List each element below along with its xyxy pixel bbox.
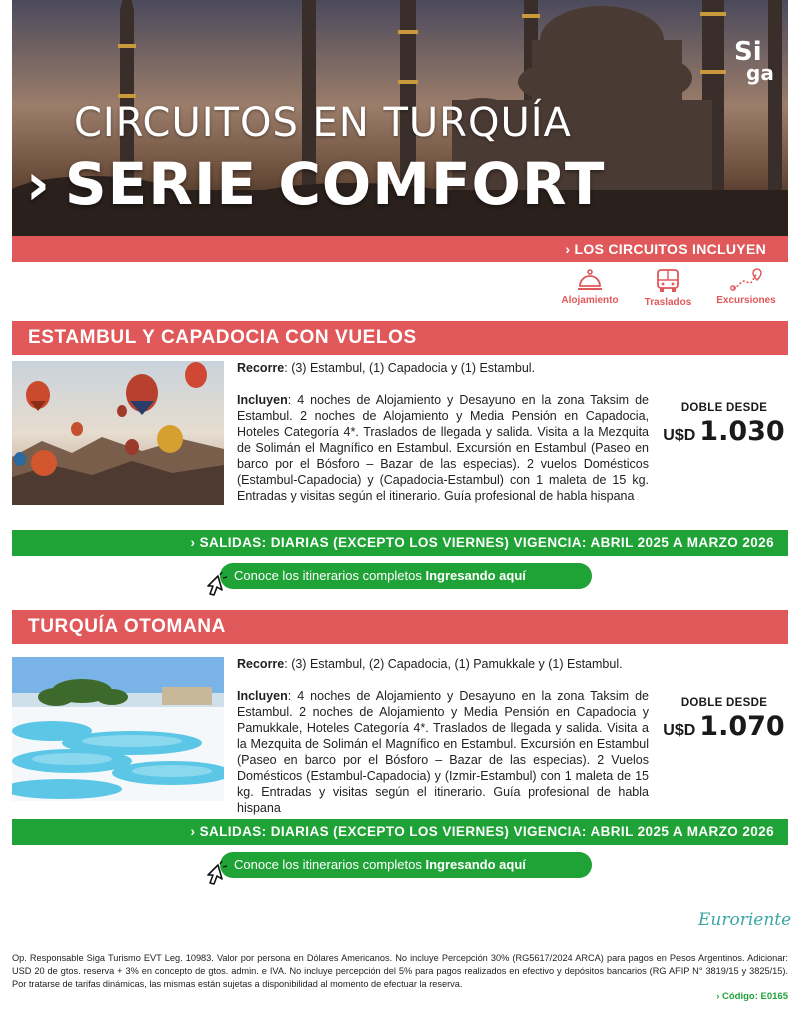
tour-1-price	[654, 402, 794, 447]
includes-text: : 4 noches de Alojamiento y Desayuno en la zona Taksim de Estambul. 2 noches de Alojamiento y Media Pensión en Capadocia, Hoteles Categoría 4*. Traslados de llegada y salida. Visita a la Mezquita de Solimán el Magnífico en Estambul. Excursión en Estambul (Paseo en barco por el Bósforo – Bazar de las especias). 2 vuelos Domésticos (Estambul-Capadocia) y (Capadocia-Estambul) con 1 maleta de 15 kg. Entradas y visitas según el itinerario. Guía profesional de habla hispana	[237, 393, 649, 503]
hot-air-balloons-photo	[12, 361, 224, 505]
tour-2-description	[237, 656, 649, 816]
route-pin-icon	[729, 268, 763, 292]
euroriente-wordmark: Euroriente	[698, 910, 792, 930]
tour-2-title: TURQUÍA OTOMANA	[12, 610, 788, 644]
bus-icon	[655, 268, 681, 294]
hero-kicker: CIRCUITOS EN TURQUÍA	[74, 100, 572, 146]
tour-1-title: ESTAMBUL Y CAPADOCIA CON VUELOS	[12, 321, 788, 355]
tour-1-itinerary-link[interactable]	[220, 563, 592, 589]
euroriente-logo	[698, 910, 790, 944]
route-label: Recorre	[237, 657, 285, 671]
tour-2-includes	[237, 688, 649, 816]
siga-logo-line1: Si	[734, 37, 762, 67]
tour-1-departures: › SALIDAS: DIARIAS (EXCEPTO LOS VIERNES) VIGENCIA: ABRIL 2025 A MARZO 2026	[12, 530, 788, 556]
price-label: DOBLE DESDE	[680, 402, 768, 414]
chevron-right-icon: ›	[26, 150, 51, 218]
includes-label: Incluyen	[237, 393, 288, 407]
cursor-click-icon	[204, 861, 230, 887]
price-currency: U$D	[663, 722, 696, 739]
siga-logo	[734, 37, 774, 88]
includes-text: : 4 noches de Alojamiento y Desayuno en la zona Taksim de Estambul. 2 noches de Alojamiento y Media Pensión en Capadocia y Pamukkale, Hoteles Categoría 4*. Traslados de llegada y salida. Visita a la Mezquita de Solimán el Magnífico en Estambul. Excursión en Estambul (Paseo en barco por el Bósforo – Bazar de las especias). 2 Vuelos Domésticos (Estambul-Capadocia) y (Izmir-Estambul) con 1 maleta de 15 kg. Entradas y visitas según el itinerario. Guía profesional de habla hispana	[237, 689, 649, 815]
price-currency: U$D	[663, 427, 696, 444]
route-text: : (3) Estambul, (2) Capadocia, (1) Pamukkale y (1) Estambul.	[284, 657, 623, 671]
price-amount	[654, 711, 794, 742]
include-label: Alojamiento	[561, 295, 619, 306]
legal-text: Op. Responsable Siga Turismo EVT Leg. 10983. Valor por persona en Dólares Americanos. No incluye Percepción 30% (RG5617/2024 ARCA) para pagos en Pesos Argentinos. Adicionar: USD 20 de gtos. reserva + 3% en concepto de gtos. admin. e IVA. No incluye percepción del 5% para pagos realizados en efectivo y depósitos bancarios (RG AFIP N° 3819/15 y 3825/15). Por tratarse de tarifas dinámicas, las mismas están sujetas a disponibilidad al momento de efectuar la reserva.	[12, 953, 788, 989]
price-label: DOBLE DESDE	[680, 697, 768, 709]
tour-2-route	[237, 656, 649, 672]
include-item-traslados	[636, 268, 700, 308]
price-value: 1.030	[699, 416, 785, 447]
include-item-alojamiento	[558, 268, 622, 308]
hero-title	[26, 150, 606, 218]
include-label: Traslados	[644, 297, 692, 308]
cta-text: Conoce los itinerarios completos	[234, 568, 426, 583]
cta-text: Conoce los itinerarios completos	[234, 857, 426, 872]
price-amount	[654, 416, 794, 447]
hero-banner	[12, 0, 788, 236]
tour-1-route	[237, 360, 649, 376]
route-label: Recorre	[237, 361, 285, 375]
siga-logo-line2: ga	[746, 61, 774, 85]
promo-code: › Código: E0165	[716, 991, 788, 1002]
service-bell-icon	[577, 268, 603, 292]
cta-link-text[interactable]: Ingresando aquí	[425, 857, 526, 872]
pamukkale-terraces-photo	[12, 657, 224, 801]
includes-bar: › LOS CIRCUITOS INCLUYEN	[12, 236, 788, 262]
include-label: Excursiones	[716, 295, 776, 306]
tour-1-includes	[237, 392, 649, 504]
route-text: : (3) Estambul, (1) Capadocia y (1) Estambul.	[284, 361, 536, 375]
hero-title-text: SERIE COMFORT	[64, 150, 606, 218]
cta-link-text[interactable]: Ingresando aquí	[425, 568, 526, 583]
price-value: 1.070	[699, 711, 785, 742]
include-item-excursiones	[714, 268, 778, 308]
includes-icons	[558, 268, 778, 308]
tour-2-itinerary-link[interactable]	[220, 852, 592, 878]
tour-2-departures: › SALIDAS: DIARIAS (EXCEPTO LOS VIERNES) VIGENCIA: ABRIL 2025 A MARZO 2026	[12, 819, 788, 845]
cursor-click-icon	[204, 572, 230, 598]
tour-2-price	[654, 697, 794, 742]
includes-label: Incluyen	[237, 689, 288, 703]
tour-1-description	[237, 360, 649, 504]
